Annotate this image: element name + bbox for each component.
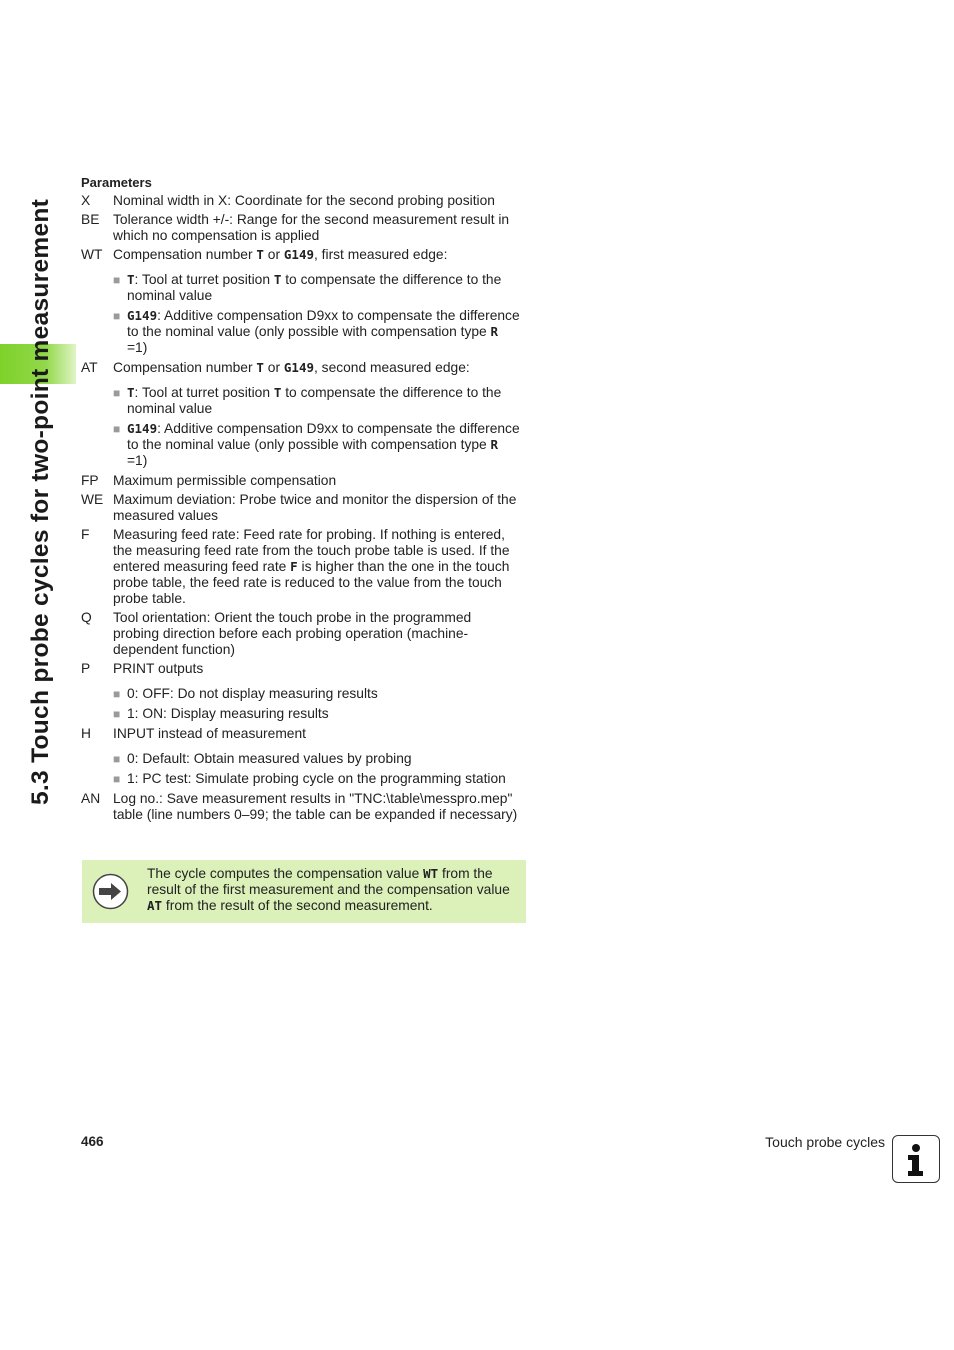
param-desc: Maximum deviation: Probe twice and monitor the dispersion of the measured values: [113, 492, 517, 523]
parameters-section: [81, 176, 521, 823]
param-an: [81, 791, 521, 823]
param-x: [81, 193, 521, 209]
section-title: 5.3 Touch probe cycles for two-point measurement: [27, 198, 54, 805]
param-key: AT: [81, 360, 98, 375]
param-wt: [81, 247, 521, 263]
bullet-square-icon: ■: [113, 422, 121, 436]
list-item: ■ 0: Default: Obtain measured values by probing: [113, 751, 412, 766]
param-key: WE: [81, 492, 104, 507]
arrow-right-icon: [92, 873, 129, 910]
bullet-square-icon: ■: [113, 273, 121, 287]
param-desc: Nominal width in X: Coordinate for the second probing position: [113, 193, 495, 208]
param-h: [81, 726, 521, 742]
list-item: ■ T: Tool at turret position T to compensate the difference to the nominal value: [113, 385, 502, 416]
param-key: AN: [81, 791, 101, 806]
page-number: 466: [81, 1134, 104, 1149]
note-box: [82, 860, 526, 923]
param-desc: PRINT outputs: [113, 661, 204, 676]
list-item: ■ 0: OFF: Do not display measuring results: [113, 686, 378, 701]
list-item: ■ 1: ON: Display measuring results: [113, 706, 329, 721]
param-fp: [81, 473, 521, 489]
param-key: H: [81, 726, 91, 741]
bullet-square-icon: ■: [113, 687, 121, 701]
bullet-square-icon: ■: [113, 752, 121, 766]
bullet-square-icon: ■: [113, 309, 121, 323]
param-desc: Compensation number T or G149, second measured edge:: [113, 360, 470, 375]
bullet-square-icon: ■: [113, 772, 121, 786]
param-desc: INPUT instead of measurement: [113, 726, 306, 741]
param-desc: Log no.: Save measurement results in "TNC:\table\messpro.mep" table (line numbers 0–99; the table can be expanded if necessary): [113, 791, 518, 822]
bullet-square-icon: ■: [113, 707, 121, 721]
param-be: [81, 212, 521, 244]
param-key: Q: [81, 610, 92, 625]
param-key: BE: [81, 212, 100, 227]
param-desc: Maximum permissible compensation: [113, 473, 337, 488]
param-desc: Compensation number T or G149, first measured edge:: [113, 247, 448, 262]
param-desc: Tolerance width +/-: Range for the second measurement result in which no compensation is applied: [113, 212, 510, 243]
param-key: WT: [81, 247, 103, 262]
footer-title: Touch probe cycles: [765, 1134, 885, 1150]
param-q: [81, 610, 521, 658]
list-item: ■ 1: PC test: Simulate probing cycle on the programming station: [113, 771, 506, 786]
param-key: F: [81, 527, 90, 542]
param-at: [81, 360, 521, 376]
param-desc: Measuring feed rate: Feed rate for probing. If nothing is entered, the measuring feed rate from the touch probe table is used. If the entered measuring feed rate F is higher than the one in the touch probe table, the feed rate is reduced to the value from the touch probe table.: [113, 527, 510, 606]
param-we: [81, 492, 521, 524]
list-item: ■ T: Tool at turret position T to compensate the difference to the nominal value: [113, 272, 502, 303]
param-f: [81, 527, 521, 607]
param-desc: Tool orientation: Orient the touch probe in the programmed probing direction before each probing operation (machine-dependent function): [113, 610, 472, 657]
param-key: X: [81, 193, 91, 208]
param-key: P: [81, 661, 91, 676]
note-text: The cycle computes the compensation value WT from the result of the first measurement and the compensation value AT from the result of the second measurement.: [147, 866, 510, 913]
list-item: ■ G149: Additive compensation D9xx to compensate the difference to the nominal value (only possible with compensation type R =1): [113, 421, 520, 468]
info-icon: [892, 1135, 940, 1183]
bullet-square-icon: ■: [113, 386, 121, 400]
param-key: FP: [81, 473, 99, 488]
list-item: ■ G149: Additive compensation D9xx to compensate the difference to the nominal value (only possible with compensation type R =1): [113, 308, 520, 355]
parameters-heading: Parameters: [81, 175, 152, 190]
param-p: [81, 661, 521, 677]
